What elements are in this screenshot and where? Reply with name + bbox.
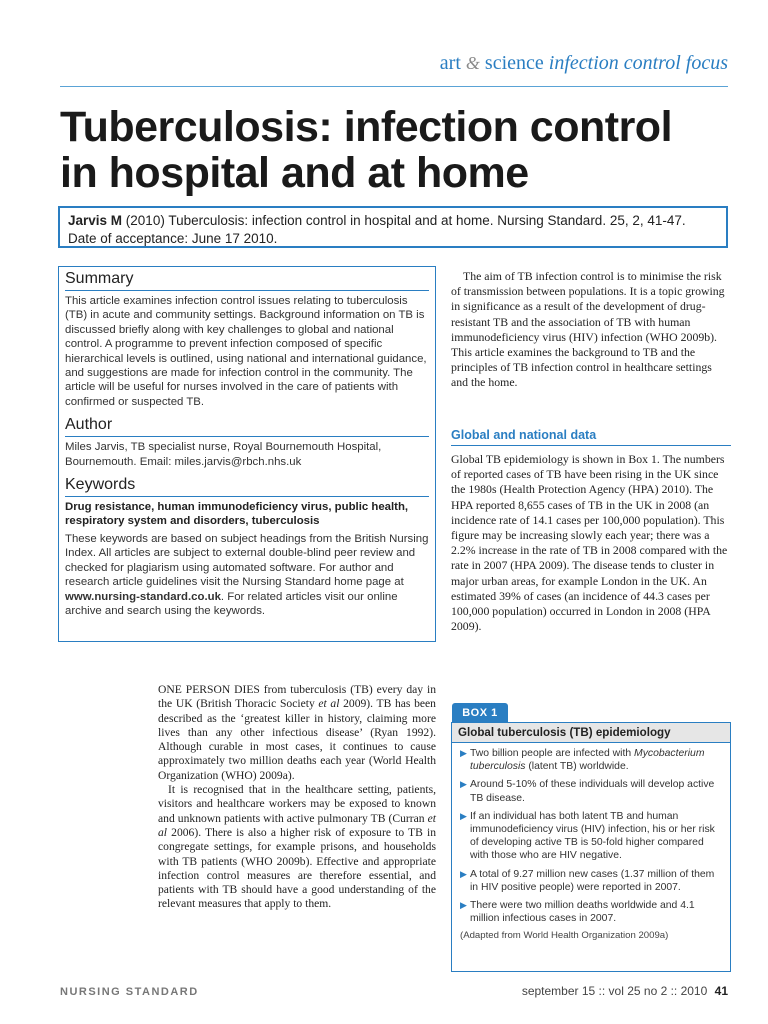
citation-author: Jarvis M [68, 213, 123, 228]
article-title [60, 104, 740, 196]
list-item [460, 868, 724, 894]
box1-source: (Adapted from World Health Organization 2009a) [460, 930, 669, 942]
item5-text: There were two million deaths worldwide and 4.1 million infectious cases in 2007. [470, 900, 695, 925]
item4-text: A total of 9.27 million new cases (1.37 million of them in HIV positive people) were reported in 2007. [470, 868, 715, 893]
triangle-bullet-icon: ▶ [460, 779, 467, 790]
keywords-heading: Keywords [65, 473, 429, 497]
title-line-1: Tuberculosis: infection control [60, 103, 673, 151]
title-line-2: in hospital and at home [60, 149, 529, 197]
body-column-left [158, 683, 436, 912]
box1-tab: BOX 1 [452, 703, 508, 723]
p2-etal: et al [158, 811, 436, 839]
body-column-right-bottom [451, 452, 729, 634]
p2-part-b: 2006). There is also a higher risk of exposure to TB in congregate settings, for example prisons, and households with TB patients (WHO 2009b). Effective and appropriate infection control measures are therefore essential, and patients with TB should have a good understanding of the relevant measures that apply to them. [158, 825, 436, 911]
list-item [460, 899, 724, 925]
header-divider [60, 86, 728, 87]
summary-text: This article examines infection control issues relating to tuberculosis (TB) in acute and community settings. Background information on TB is discussed briefly along with key challenges to global and national control. A programme to prevent infection composed of specific hierarchical levels is outlined, using national and international guidance, and suggestions are made for infection control in the community. The article will be useful for nurses involved in the care of patients with confirmed or suspected TB. [65, 295, 427, 408]
citation-box [58, 206, 728, 248]
triangle-bullet-icon: ▶ [460, 868, 467, 879]
author-heading: Author [65, 413, 429, 437]
keywords-note-after: . For related articles visit our online archive and search using the keywords. [65, 590, 398, 617]
footer-issue: september 15 :: vol 25 no 2 :: 2010 [521, 984, 708, 998]
triangle-bullet-icon: ▶ [460, 748, 467, 758]
triangle-bullet-icon: ▶ [460, 810, 467, 821]
item1-italic: Mycobacterium tuberculosis [470, 748, 705, 773]
banner-science: science [484, 52, 544, 74]
banner-art: art [439, 52, 461, 74]
list-item [460, 747, 724, 773]
item1-part-a: Two billion people are infected with [470, 748, 635, 759]
banner-ampersand: & [465, 53, 480, 73]
page-number: 41 [714, 984, 728, 998]
keywords-note-before: These keywords are based on subject headings from the British Nursing Index. All articles are subject to external double-blind peer review and checked for plagiarism using automated software. For author and research article guidelines visit the Nursing Standard home page at [65, 532, 429, 589]
footer-publication: NURSING STANDARD [60, 986, 199, 998]
section-heading-global-data: Global and national data [451, 428, 731, 446]
item3-text: If an individual has both latent TB and human immunodeficiency virus (HIV) infection, his or her risk of developing active TB is 50-fold higher compared with those who are HIV negative. [470, 810, 715, 862]
list-item [460, 810, 724, 863]
keywords-note [65, 532, 429, 618]
citation-line [68, 212, 718, 230]
box1-title: Global tuberculosis (TB) epidemiology [452, 723, 730, 743]
item2-text: Around 5-10% of these individuals will develop active TB disease. [470, 779, 715, 804]
body-paragraph-2 [158, 783, 436, 912]
author-text: Miles Jarvis, TB specialist nurse, Royal Bournemouth Hospital, Bournemouth. Email: miles.jarvis@rbch.nhs.uk [65, 441, 382, 468]
citation-text: (2010) Tuberculosis: infection control in hospital and at home. Nursing Standard. 25, 2, 41-47. [122, 213, 686, 228]
triangle-bullet-icon: ▶ [460, 900, 467, 911]
website-link[interactable]: www.nursing-standard.co.uk [65, 590, 221, 603]
p2-part-a: It is recognised that in the healthcare setting, patients, visitors and healthcare workers may be exposed to known and unknown patients with active pulmonary TB (Curran [158, 783, 436, 825]
body-column-right-top [451, 269, 729, 391]
box1-panel [451, 722, 731, 972]
p1-etal: et al [318, 697, 340, 711]
banner-focus: infection control focus [548, 52, 728, 74]
body-paragraph-1 [158, 683, 436, 783]
item1-part-b: (latent TB) worldwide. [525, 761, 629, 773]
keywords-list: Drug resistance, human immunodeficiency virus, public health, respiratory system and disorders, tuberculosis [65, 501, 409, 528]
summary-heading: Summary [65, 267, 429, 291]
section-banner [440, 52, 728, 75]
footer-issue-info [522, 984, 728, 998]
p1-part-b: 2009). TB has been described as the ‘greatest killer in history, claiming more lives than any other infectious disease’ (Ryan 1992). Although curable in most cases, it continues to cause approximately two million deaths each year (World Health Organization (WHO) 2009a). [158, 697, 436, 782]
acceptance-date: Date of acceptance: June 17 2010. [68, 231, 278, 246]
lead-in: ONE PERSON DIES [158, 683, 260, 696]
aim-paragraph: The aim of TB infection control is to minimise the risk of transmission between populations. It is a topic growing in significance as a result of the development of drug-resistant TB and the association of TB with human immunodeficiency virus (HIV) infection (WHO 2009b). This article examines the background to TB and the principles of TB infection control in healthcare settings and the home. [451, 269, 725, 390]
p1-part-a: from tuberculosis (TB) every day in the UK (British Thoracic Society [158, 683, 437, 711]
summary-panel [58, 266, 436, 642]
list-item [460, 778, 724, 804]
box1-list [452, 747, 730, 925]
epidemiology-paragraph: Global TB epidemiology is shown in Box 1. The numbers of reported cases of TB have been rising in the UK since the 1980s (Health Protection Agency (HPA) 2010). The HPA reported 8,655 cases of TB in the UK in 2008 (an incidence rate of 14.1 cases per 100,000 population). This figure may be increasing slowly each year; there was a 2.2% increase in the rate of TB in 2008 compared with the rate in 2007 (HPA 2009). The disease tends to cluster in major urban areas, for example London in the UK. An estimated 39% of cases (an incidence of 44.3 cases per 100,000 population) occurred in London in 2008 (HPA 2009). [451, 452, 728, 634]
